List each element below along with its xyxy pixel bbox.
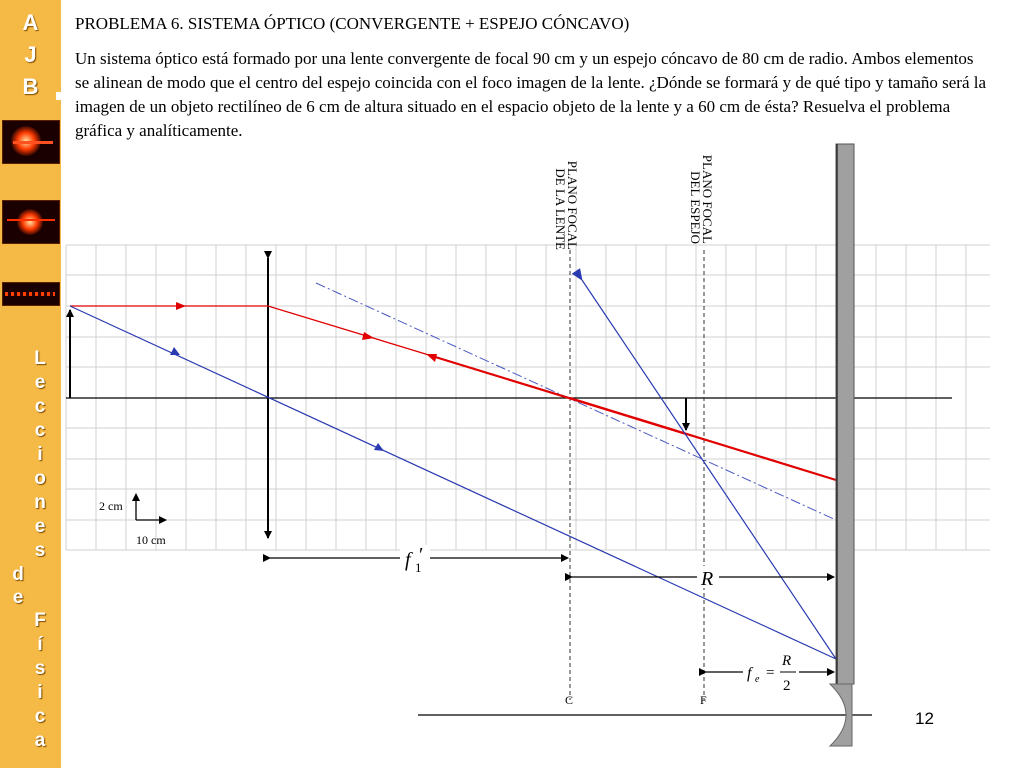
- mirror-focal-plane-label: [688, 155, 715, 244]
- svg-text:DEL ESPEJO: DEL ESPEJO: [688, 171, 703, 244]
- vertical-letter: c: [34, 420, 46, 441]
- lens-focal-plane-label: [553, 161, 580, 250]
- svg-text:PLANO FOCAL: PLANO FOCAL: [700, 154, 715, 244]
- scale-x-label: 10 cm: [136, 533, 166, 547]
- page-number: 12: [915, 709, 934, 728]
- blue-ray-arrowhead: [170, 347, 180, 355]
- vertical-letter: i: [37, 682, 43, 703]
- vertical-letter: n: [34, 492, 46, 513]
- vertical-letter: e: [12, 587, 24, 608]
- vertical-letter: i: [37, 444, 43, 465]
- vertical-letter: o: [34, 468, 46, 489]
- fe-subscript: e: [755, 674, 760, 685]
- radius-label: R: [701, 568, 714, 590]
- point-f-label: F: [700, 693, 707, 707]
- vertical-letter: d: [12, 564, 24, 585]
- logo-letter-j: J: [24, 42, 37, 67]
- red-ray-arrowhead: [176, 302, 186, 310]
- equals-sign: =: [766, 665, 775, 681]
- fraction-denominator: 2: [783, 678, 791, 694]
- scale-y-label: 2 cm: [99, 499, 123, 513]
- red-ray: [70, 306, 836, 480]
- svg-text:DE LA LENTE: DE LA LENTE: [553, 168, 568, 250]
- vertical-letter: í: [37, 634, 43, 655]
- fe-label: f: [747, 665, 752, 682]
- vertical-letter: s: [34, 658, 46, 679]
- vertical-letter: e: [34, 372, 46, 393]
- problem-statement: Un sistema óptico está formado por una lente convergente de focal 90 cm y un espejo cóncavo de 80 cm de radio. Ambos elementos se alinean de modo que el centro del espejo coincida con el foco imagen de la lente. ¿Dónde se formará y de qué tipo y tamaño será la imagen de un objeto rectilíneo de 6 cm de altura situado en el espacio objeto de la lente y a 60 cm de ésta? Resuelva el problema gráfica y analíticamente.: [75, 49, 987, 140]
- vertical-letter: L: [34, 348, 46, 369]
- vertical-letter: s: [34, 540, 46, 561]
- vertical-letter: a: [34, 730, 46, 751]
- f1-prime: ′: [419, 544, 424, 566]
- red-ray-arrowhead: [362, 332, 374, 340]
- vertical-letter: e: [34, 516, 46, 537]
- concave-mirror: [836, 144, 854, 684]
- logo-letter-b: B: [22, 74, 39, 99]
- vertical-letter: F: [34, 610, 46, 631]
- f1-subscript: 1: [415, 560, 422, 575]
- logo-letter-a: A: [22, 10, 39, 35]
- red-ray-after-focus: [570, 398, 836, 480]
- slide-title: PROBLEMA 6. SISTEMA ÓPTICO (CONVERGENTE + ESPEJO CÓNCAVO): [75, 14, 630, 33]
- point-c-label: C: [565, 693, 574, 707]
- blue-ray: [70, 306, 836, 659]
- fraction-numerator: R: [782, 653, 792, 669]
- vertical-letter: c: [34, 396, 46, 417]
- vertical-letter: c: [34, 706, 46, 727]
- f1-label: f: [405, 549, 411, 571]
- red-ray-arrowhead: [426, 354, 437, 362]
- svg-text:PLANO FOCAL: PLANO FOCAL: [565, 160, 580, 250]
